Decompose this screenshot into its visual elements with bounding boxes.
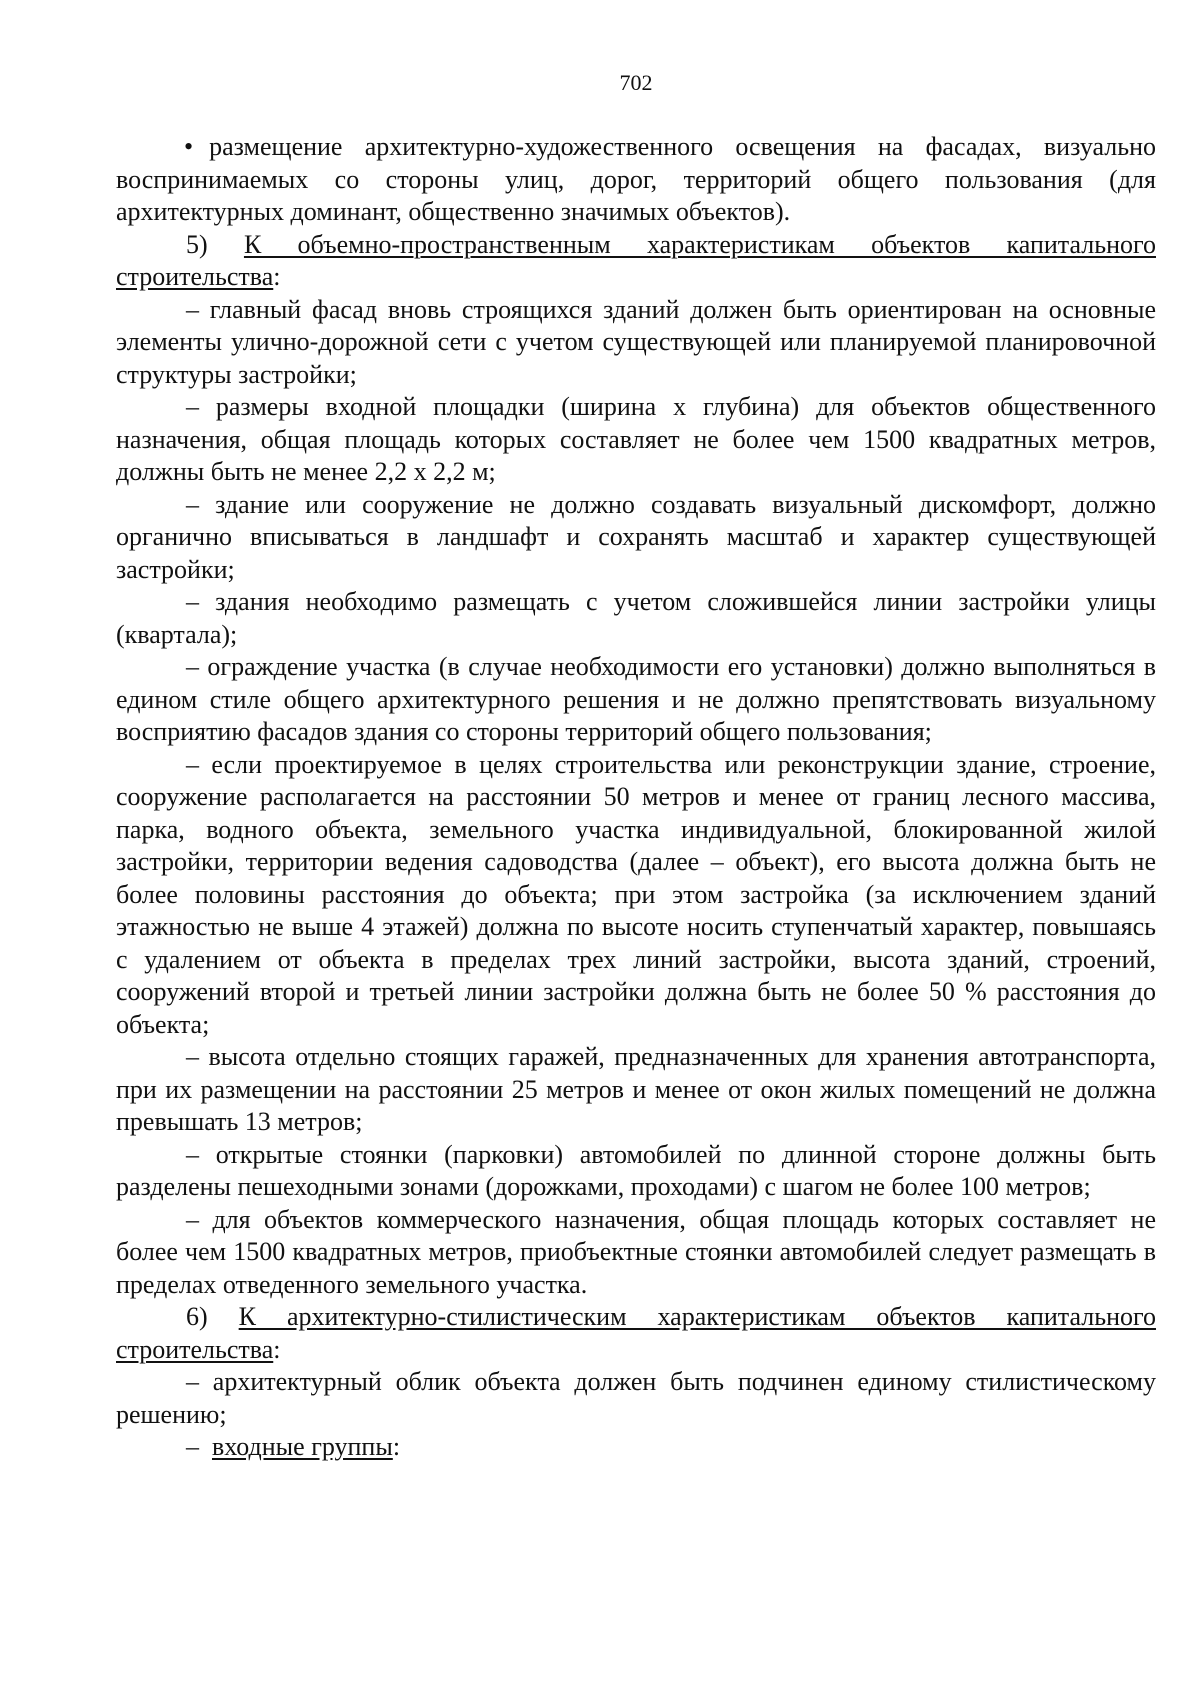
document-body xyxy=(116,131,1156,1464)
section-number: 6) xyxy=(186,1302,208,1331)
list-item-commercial-parking: – для объектов коммерческого назначения, общая площадь которых составляет не более чем 1500 квадратных метров, приобъектные стоянки автомобилей следует размещать в пределах отведенного земельного участка. xyxy=(116,1204,1156,1299)
dash-marker: – xyxy=(186,1432,199,1461)
list-item-parking: – открытые стоянки (парковки) автомобилей по длинной стороне должны быть разделены пешеходными зонами (дорожками, проходами) с шагом не более 100 метров; xyxy=(116,1139,1156,1201)
section-heading-5 xyxy=(116,229,1156,294)
list-item-fencing: – ограждение участка (в случае необходимости его установки) должно выполняться в едином стиле общего архитектурного решения и не должно препятствовать визуальному восприятию фасадов здания со стороны территорий общего пользования; xyxy=(116,652,1156,746)
list-item-main-facade: – главный фасад вновь строящихся зданий должен быть ориентирован на основные элементы улично-дорожной сети с учетом существующей или планируемой планировочной структуры застройки; xyxy=(116,294,1156,389)
section-title-colon: : xyxy=(273,1334,281,1364)
list-item-building-line: – здания необходимо размещать с учетом сложившейся линии застройки улицы (квартала); xyxy=(116,587,1156,649)
list-item-architectural-style: – архитектурный облик объекта должен быть подчинен единому стилистическому решению; xyxy=(116,1367,1156,1429)
entrance-groups-colon: : xyxy=(392,1432,401,1461)
entrance-groups-label: входные группы xyxy=(212,1432,393,1461)
page-number: 702 xyxy=(619,70,653,95)
list-item-height-limit: – если проектируемое в целях строительства или реконструкции здание, строение, сооружение располагается на расстоянии 50 метров и менее от границ лесного массива, парка, водного объекта, земельного участка индивидуальной, блокированной жилой застройки, территории ведения садоводства (далее – объект), его высота должна быть не более половины расстояния до объекта; при этом застройка (за исключением зданий этажностью не выше 4 этажей) должна по высоте носить ступенчатый характер, повышаясь с удалением от объекта в пределах трех линий застройки, высота зданий, строений, сооружений второй и третьей линии застройки должна быть не более 50 % расстояния до объекта; xyxy=(116,749,1156,1039)
section-number: 5) xyxy=(186,229,208,259)
bullet-paragraph-lighting xyxy=(116,131,1156,229)
list-item-visual-comfort: – здание или сооружение не должно создавать визуальный дискомфорт, должно органично вписываться в ландшафт и сохранять масштаб и характер существующей застройки; xyxy=(116,489,1156,584)
paragraph-text: размещение архитектурно-художественного освещения на фасадах, визуально воспринимаемых со стороны улиц, дорог, территорий общего пользования (для архитектурных доминант, общественно значимых объектов). xyxy=(116,132,1156,226)
section-title: К архитектурно-стилистическим характеристикам объектов капитального строительства xyxy=(116,1302,1157,1364)
bullet-icon: • xyxy=(184,132,194,161)
section-title-colon: : xyxy=(273,262,281,291)
section-heading-6 xyxy=(116,1301,1156,1366)
list-item-garages: – высота отдельно стоящих гаражей, предназначенных для хранения автотранспорта, при их размещении на расстоянии 25 метров и менее от окон жилых помещений не должна превышать 13 метров; xyxy=(116,1042,1156,1136)
section-title: К объемно-пространственным характеристикам объектов капитального строительства xyxy=(116,229,1156,291)
list-item-entrance-groups xyxy=(116,1431,1156,1464)
list-item-entrance-platform: – размеры входной площадки (ширина х глубина) для объектов общественного назначения, общая площадь которых составляет не более чем 1500 квадратных метров, должны быть не менее 2,2 х 2,2 м; xyxy=(116,392,1156,486)
